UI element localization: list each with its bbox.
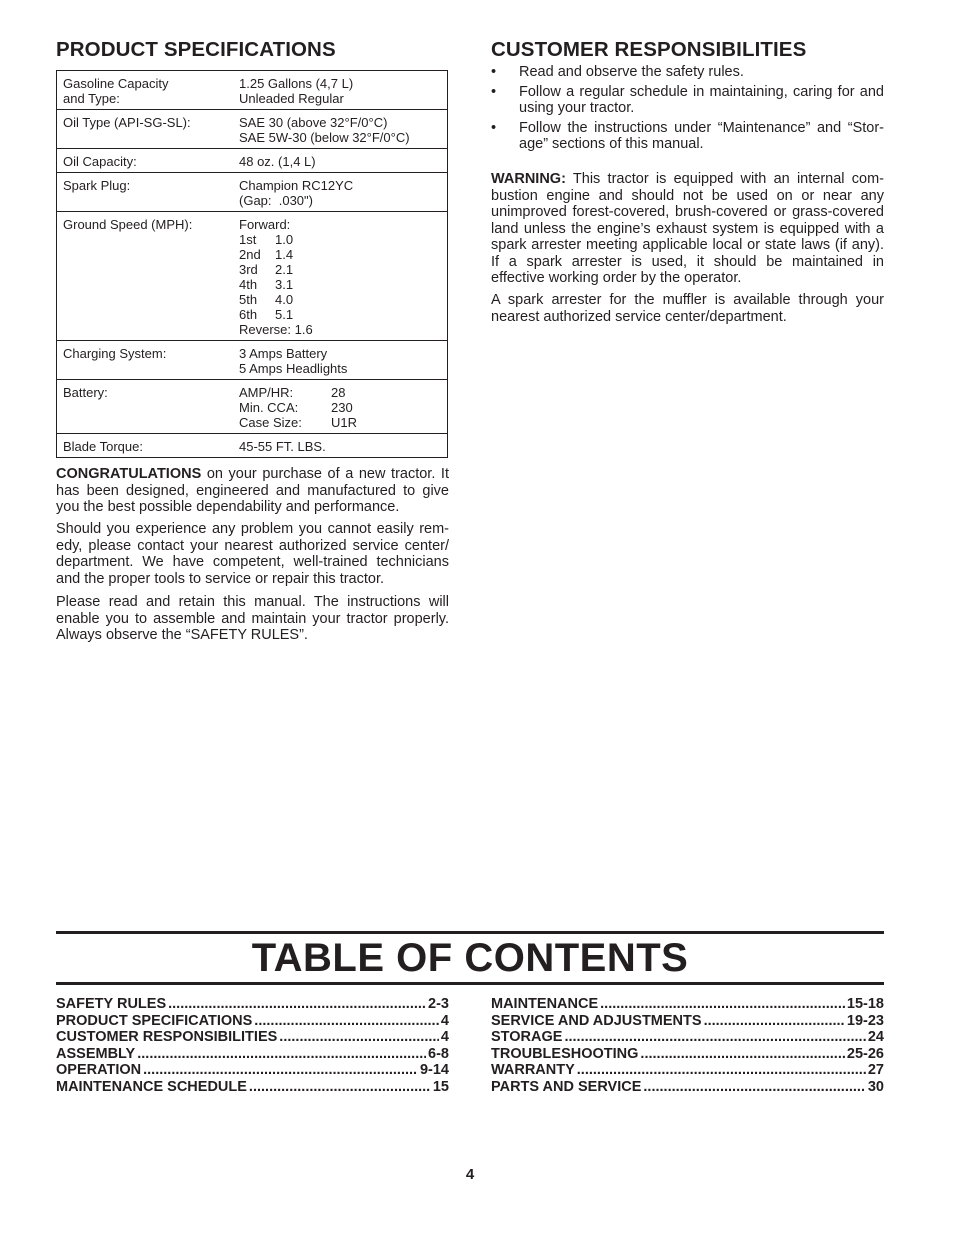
toc-entry-page: 30 xyxy=(867,1078,884,1095)
toc-entry-label: MAINTENANCE xyxy=(491,996,599,1012)
spec-label: Blade Torque: xyxy=(63,439,143,454)
toc-leader xyxy=(279,1029,439,1046)
spec-value-line: 1.25 Gallons (4,7 L) xyxy=(239,76,354,91)
battery-value: 28 xyxy=(331,385,346,400)
spec-row-blade-torque xyxy=(57,433,447,457)
toc-entry-page: 4 xyxy=(440,1029,449,1045)
toc-entry[interactable] xyxy=(491,1046,884,1063)
list-item xyxy=(491,84,884,116)
toc-entry-page: 27 xyxy=(867,1062,884,1078)
spec-label: Charging System: xyxy=(63,346,167,361)
toc-leader xyxy=(643,1079,865,1096)
spec-value xyxy=(239,385,447,430)
toc-entry-label: CUSTOMER RESPONSIBILITIES xyxy=(56,1029,278,1045)
toc-entry[interactable] xyxy=(56,996,449,1013)
toc-entry-page: 15-18 xyxy=(846,996,884,1012)
toc-leader xyxy=(143,1062,418,1079)
toc-leader xyxy=(168,996,426,1013)
product-specifications-heading: PRODUCT SPECIFICATIONS xyxy=(56,38,336,61)
gear-label: 2nd xyxy=(239,247,261,262)
toc-entry-page: 4 xyxy=(440,1012,449,1029)
gear-label: 3rd xyxy=(239,262,258,277)
gear-row xyxy=(239,307,447,322)
spec-value xyxy=(239,154,447,169)
warning-paragraph xyxy=(491,171,884,287)
spec-label: Battery: xyxy=(63,385,108,400)
spec-value-line: 5 Amps Headlights xyxy=(239,361,348,376)
spec-value-line: SAE 5W-30 (below 32°F/0°C) xyxy=(239,130,410,145)
responsibilities-list xyxy=(491,64,884,156)
spec-row-oil-capacity xyxy=(57,148,447,172)
spec-row-charging-system xyxy=(57,340,447,379)
spec-value-line: 3 Amps Battery xyxy=(239,346,328,361)
bullet-icon: • xyxy=(491,120,497,136)
gear-speed: 4.0 xyxy=(275,292,294,307)
toc-entry[interactable] xyxy=(56,1062,449,1079)
toc-entry[interactable] xyxy=(56,1029,449,1046)
toc-entry-label: WARRANTY xyxy=(491,1062,575,1078)
toc-left-column xyxy=(56,996,449,1095)
toc-entry-label: PRODUCT SPECIFICATIONS xyxy=(56,1012,253,1029)
spec-row-battery xyxy=(57,379,447,433)
gear-speed: 5.1 xyxy=(275,307,294,322)
spec-value-line: Unleaded Regular xyxy=(239,91,344,106)
battery-key: AMP/HR: xyxy=(239,385,294,400)
spec-label: Ground Speed (MPH): xyxy=(63,217,193,232)
gear-row xyxy=(239,232,447,247)
battery-value: 230 xyxy=(331,400,353,415)
list-item-text: Follow a regular schedule in maintaining, caring for and using your tractor. xyxy=(519,84,884,116)
toc-entry-page: 19-23 xyxy=(846,1012,884,1029)
spec-row-oil-type xyxy=(57,109,447,148)
spec-value-line: SAE 30 (above 32°F/0°C) xyxy=(239,115,388,130)
battery-key: Min. CCA: xyxy=(239,400,299,415)
congratulations-lead: CONGRATULATIONS xyxy=(56,466,202,482)
toc-entry[interactable] xyxy=(491,1029,884,1046)
warning-lead: WARNING: xyxy=(491,171,566,187)
toc-top-rule xyxy=(56,931,884,934)
list-item-text: Follow the instructions under “Maintenance” and “Stor-age” sections of this manual. xyxy=(519,120,884,152)
toc-leader xyxy=(254,1013,439,1030)
toc-leader xyxy=(564,1029,865,1046)
toc-leader xyxy=(137,1046,426,1063)
list-item xyxy=(491,120,884,152)
toc-entry[interactable] xyxy=(491,1013,884,1030)
gear-row xyxy=(239,277,447,292)
toc-entry-label: OPERATION xyxy=(56,1062,142,1078)
spec-label: Gasoline Capacity and Type: xyxy=(63,76,169,106)
spec-value-line: (Gap: .030") xyxy=(239,193,313,208)
toc-entry-label: MAINTENANCE SCHEDULE xyxy=(56,1078,247,1095)
gear-row xyxy=(239,247,447,262)
spec-row-gasoline xyxy=(57,71,447,109)
toc-entry-page: 6-8 xyxy=(428,1045,449,1062)
toc-right-column xyxy=(491,996,884,1095)
spec-value xyxy=(239,76,447,106)
spec-table xyxy=(56,70,448,458)
congratulations-paragraph xyxy=(56,466,449,516)
congratulations-text: on your purchase of a new tractor. It has been designed, engineered and manufactured to give you the best possible dependability and performance. xyxy=(56,466,449,515)
spec-value xyxy=(239,115,447,145)
toc-title: TABLE OF CONTENTS xyxy=(251,936,689,980)
gear-label: 5th xyxy=(239,292,258,307)
toc-leader xyxy=(249,1079,431,1096)
spec-value-line: Forward: xyxy=(239,217,291,232)
gear-speed: 1.4 xyxy=(275,247,294,262)
gear-label: 6th xyxy=(239,307,258,322)
warning-text: This tractor is equipped with an internal com-bustion engine and should not be used on or near any unimproved forest-covered, brush-covered or grass-covered land unless the engine’s exhaust system is equipped with a spark arrester meeting applicable local or state laws (if any). If a spark arrester is used, it should be maintained in effective working order by the operator. xyxy=(491,171,884,286)
gear-speed: 2.1 xyxy=(275,262,294,277)
spec-value xyxy=(239,346,447,376)
toc-entry-page: 2-3 xyxy=(428,996,449,1012)
toc-entry-label: SAFETY RULES xyxy=(56,996,167,1012)
battery-value: U1R xyxy=(331,415,358,430)
gear-row xyxy=(239,262,447,277)
spec-value-line: 48 oz. (1,4 L) xyxy=(239,154,316,169)
bullet-icon: • xyxy=(491,64,497,80)
toc-entry-label: ASSEMBLY xyxy=(56,1045,136,1062)
list-item-text: Read and observe the safety rules. xyxy=(519,64,744,80)
list-item xyxy=(491,64,884,80)
gear-label: 1st xyxy=(239,232,257,247)
toc-entry[interactable] xyxy=(56,1046,449,1063)
customer-responsibilities-heading: CUSTOMER RESPONSIBILITIES xyxy=(491,38,807,61)
spec-value-line: Reverse: 1.6 xyxy=(239,322,313,337)
spec-row-spark-plug xyxy=(57,172,447,211)
gear-speed: 1.0 xyxy=(275,232,294,247)
toc-entry-page: 24 xyxy=(867,1029,884,1045)
toc-entry[interactable] xyxy=(491,1062,884,1079)
battery-key: Case Size: xyxy=(239,415,302,430)
spec-value-line: 45-55 FT. LBS. xyxy=(239,439,326,454)
toc-leader xyxy=(577,1062,866,1079)
spec-label: Oil Type (API-SG-SL): xyxy=(63,115,191,130)
toc-entry[interactable] xyxy=(491,996,884,1013)
bullet-icon: • xyxy=(491,84,497,100)
toc-bottom-rule xyxy=(56,982,884,985)
spec-label: Oil Capacity: xyxy=(63,154,137,169)
spec-value xyxy=(239,217,447,337)
toc-entry-page: 15 xyxy=(432,1078,449,1095)
page-number: 4 xyxy=(465,1166,475,1183)
toc-leader xyxy=(600,996,845,1013)
toc-entry-page: 9-14 xyxy=(419,1062,449,1078)
toc-entry[interactable] xyxy=(491,1079,884,1096)
spec-value xyxy=(239,439,447,454)
spec-row-ground-speed xyxy=(57,211,447,340)
toc-entry[interactable] xyxy=(56,1013,449,1030)
gear-row xyxy=(239,292,447,307)
toc-entry-label: TROUBLESHOOTING xyxy=(491,1045,639,1062)
gear-speed: 3.1 xyxy=(275,277,294,292)
spec-value-line: Champion RC12YC xyxy=(239,178,354,193)
read-manual-paragraph: Please read and retain this manual. The instructions will enable you to assemble and maintain your tractor properly. Always observe the “SAFETY RULES”. xyxy=(56,594,449,643)
gear-label: 4th xyxy=(239,277,258,292)
spec-label: Spark Plug: xyxy=(63,178,131,193)
battery-row xyxy=(239,415,447,430)
spark-arrester-paragraph: A spark arrester for the muffler is available through your nearest authorized service center/department. xyxy=(491,292,884,325)
battery-row xyxy=(239,400,447,415)
toc-entry-label: PARTS AND SERVICE xyxy=(491,1078,642,1095)
spec-value xyxy=(239,178,447,208)
toc-entry-label: STORAGE xyxy=(491,1029,563,1045)
toc-entry[interactable] xyxy=(56,1079,449,1096)
toc-leader xyxy=(704,1013,845,1030)
battery-row xyxy=(239,385,447,400)
toc-entry-label: SERVICE AND ADJUSTMENTS xyxy=(491,1012,702,1029)
toc-leader xyxy=(640,1046,844,1063)
toc-entry-page: 25-26 xyxy=(846,1045,884,1062)
service-paragraph: Should you experience any problem you cannot easily rem-edy, please contact your nearest authorized service center/ department. We have competent, well-trained technicians and the proper tools to service or repair this tractor. xyxy=(56,521,449,587)
